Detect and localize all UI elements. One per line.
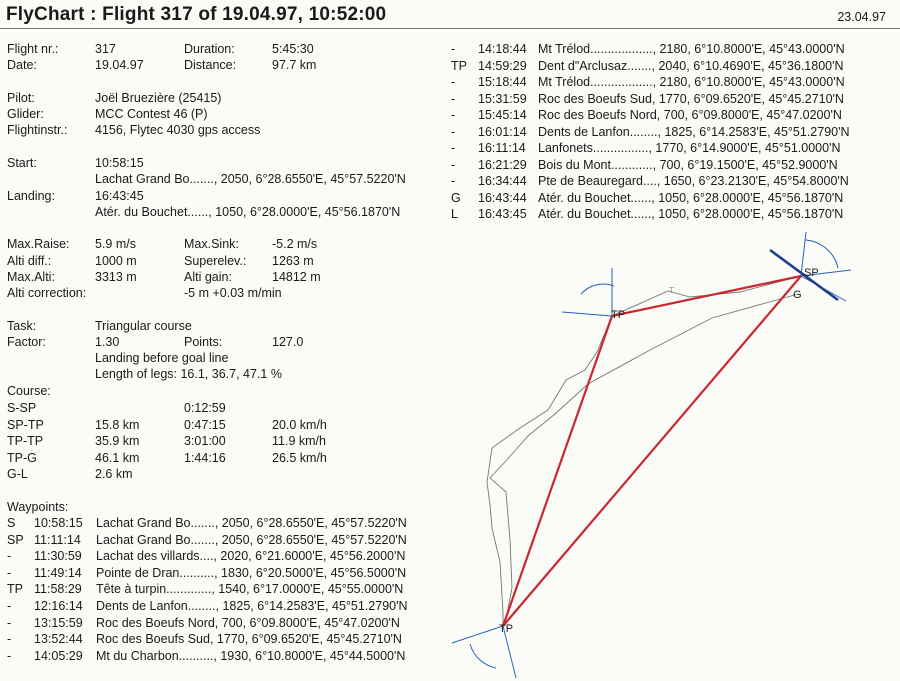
track-markers xyxy=(668,286,675,295)
map-label-tp-bottom: TP xyxy=(499,623,514,635)
waypoint-time: 14:05:29 xyxy=(34,648,83,663)
map-label-sp: SP xyxy=(804,267,819,279)
waypoint-code: - xyxy=(451,108,456,122)
waypoint-code: - xyxy=(7,565,12,580)
waypoint-code: - xyxy=(7,632,12,647)
waypoint-detail: Roc des Boeufs Nord, 700, 6°09.8000'E, 45°47.0200'N xyxy=(96,615,400,630)
waypoint-time: 15:18:44 xyxy=(478,75,527,89)
instrument-label: Flightinstr.: xyxy=(7,123,68,137)
track-line xyxy=(487,276,801,626)
waypoint-code: SP xyxy=(7,532,24,547)
max-sink-value: -5.2 m/s xyxy=(272,237,318,251)
course-time: 1:44:16 xyxy=(184,450,226,465)
glider-label: Glider: xyxy=(7,107,44,121)
waypoint-time: 16:43:44 xyxy=(478,190,527,205)
waypoint-code: S xyxy=(7,516,16,530)
waypoint-code: - xyxy=(451,75,456,89)
waypoint-code: - xyxy=(451,157,456,172)
waypoint-detail: Bois du Mont............, 700, 6°19.1500'E, 45°52.9000'N xyxy=(538,157,838,172)
waypoint-code: TP xyxy=(451,58,467,73)
alti-gain-value: 14812 m xyxy=(272,270,321,284)
waypoint-detail: Atér. du Bouchet......, 1050, 6°28.0000'E, 45°56.1870'N xyxy=(538,207,844,221)
waypoint-time: 13:52:44 xyxy=(34,632,83,647)
start-label: Start: xyxy=(7,156,37,170)
waypoint-detail: Lachat des villards...., 2020, 6°21.6000'E, 45°56.2000'N xyxy=(96,549,406,564)
superelev-value: 1263 m xyxy=(272,254,314,268)
waypoint-detail: Mt Trélod.................., 2180, 6°10.8000'E, 45°43.0000'N xyxy=(538,75,845,89)
waypoint-code: L xyxy=(451,207,458,221)
waypoint-detail: Dents de Lanfon........, 1825, 6°14.2583'E, 45°51.2790'N xyxy=(538,124,850,139)
course-leg: SP-TP xyxy=(7,417,44,432)
landing-place: Atér. du Bouchet......, 1050, 6°28.0000'E, 45°56.1870'N xyxy=(95,205,401,219)
waypoint-detail: Dent d"Arclusaz......., 2040, 6°10.4690'E, 45°36.1800'N xyxy=(538,58,844,73)
waypoint-code: - xyxy=(7,615,12,630)
course-distance: 35.9 km xyxy=(95,434,140,448)
flight-nr-value: 317 xyxy=(95,42,116,56)
waypoint-detail: Lachat Grand Bo......., 2050, 6°28.6550'E, 45°57.5220'N xyxy=(96,516,407,530)
course-speed: 26.5 km/h xyxy=(272,450,327,465)
waypoint-detail: Roc des Boeufs Nord, 700, 6°09.8000'E, 45°47.0200'N xyxy=(538,108,842,122)
glider-value: MCC Contest 46 (P) xyxy=(95,107,208,121)
start-place: Lachat Grand Bo......., 2050, 6°28.6550'E, 45°57.5220'N xyxy=(95,172,406,186)
waypoint-code: - xyxy=(451,42,456,56)
waypoint-time: 10:58:15 xyxy=(34,516,83,530)
map-label-g: G xyxy=(793,289,802,301)
print-date: 23.04.97 xyxy=(837,10,886,24)
waypoint-detail: Lanfonets................, 1770, 6°14.9000'E, 45°51.0000'N xyxy=(538,141,841,155)
max-alti-label: Max.Alti: xyxy=(7,270,55,284)
waypoint-code: - xyxy=(451,124,456,139)
course-leg: TP-TP xyxy=(7,434,44,448)
waypoint-time: 15:45:14 xyxy=(478,108,527,122)
course-time: 0:47:15 xyxy=(184,417,226,432)
start-time: 10:58:15 xyxy=(95,156,144,170)
points-value: 127.0 xyxy=(272,335,304,349)
max-raise-label: Max.Raise: xyxy=(7,237,70,251)
max-raise-value: 5.9 m/s xyxy=(95,237,136,251)
waypoint-time: 16:01:14 xyxy=(478,124,527,139)
date-label: Date: xyxy=(7,58,37,72)
course-leg: G-L xyxy=(7,467,28,481)
waypoint-time: 13:15:59 xyxy=(34,615,83,630)
distance-value: 97.7 km xyxy=(272,58,317,72)
waypoint-time: 16:21:29 xyxy=(478,157,527,172)
distance-label: Distance: xyxy=(184,58,237,72)
waypoints-label: Waypoints: xyxy=(7,500,69,514)
waypoint-detail: Tête à turpin............., 1540, 6°17.0000'E, 45°55.0000'N xyxy=(96,582,404,597)
task-value: Triangular course xyxy=(95,319,192,333)
duration-label: Duration: xyxy=(184,42,235,56)
course-time: 0:12:59 xyxy=(184,401,226,415)
date-value: 19.04.97 xyxy=(95,58,144,72)
waypoint-time: 16:11:14 xyxy=(478,141,526,155)
task-label: Task: xyxy=(7,319,37,333)
waypoint-detail: Roc des Boeufs Sud, 1770, 6°09.6520'E, 45°45.2710'N xyxy=(538,91,844,106)
waypoint-time: 14:18:44 xyxy=(478,42,527,56)
task-note-legs: Length of legs: 16.1, 36.7, 47.1 % xyxy=(95,367,282,381)
waypoint-time: 11:58:29 xyxy=(34,582,82,597)
task-triangle xyxy=(503,276,801,626)
waypoint-code: - xyxy=(7,599,12,613)
turnpoint-sectors xyxy=(452,232,851,678)
alti-gain-label: Alti gain: xyxy=(184,270,232,284)
waypoint-detail: Mt Trélod.................., 2180, 6°10.8000'E, 45°43.0000'N xyxy=(538,42,845,56)
max-sink-label: Max.Sink: xyxy=(184,237,239,251)
waypoint-detail: Pte de Beauregard...., 1650, 6°23.2130'E, 45°54.8000'N xyxy=(538,174,849,188)
waypoint-time: 16:34:44 xyxy=(478,174,527,188)
course-leg: S-SP xyxy=(7,401,37,415)
waypoint-code: - xyxy=(7,549,12,564)
alti-diff-value: 1000 m xyxy=(95,254,137,268)
waypoint-code: - xyxy=(451,91,456,106)
course-time: 3:01:00 xyxy=(184,434,226,448)
course-label: Course: xyxy=(7,384,51,398)
pilot-label: Pilot: xyxy=(7,91,35,105)
waypoint-time: 11:49:14 xyxy=(34,565,82,580)
waypoint-detail: Mt du Charbon.........., 1930, 6°10.8000'E, 45°44.5000'N xyxy=(96,648,406,663)
waypoint-code: - xyxy=(7,648,12,663)
landing-label: Landing: xyxy=(7,189,55,203)
course-distance: 46.1 km xyxy=(95,450,140,465)
waypoint-code: - xyxy=(451,174,456,188)
task-note-landing: Landing before goal line xyxy=(95,351,229,365)
factor-label: Factor: xyxy=(7,335,46,349)
waypoint-code: - xyxy=(451,141,456,155)
map-label-tp-top: TP xyxy=(611,309,626,321)
waypoint-code: G xyxy=(451,190,461,205)
waypoint-detail: Lachat Grand Bo......., 2050, 6°28.6550'E, 45°57.5220'N xyxy=(96,532,407,547)
alti-correction-label: Alti correction: xyxy=(7,286,87,300)
max-alti-value: 3313 m xyxy=(95,270,137,284)
waypoint-detail: Dents de Lanfon........, 1825, 6°14.2583'E, 45°51.2790'N xyxy=(96,599,408,613)
course-distance: 15.8 km xyxy=(95,417,140,432)
waypoint-time: 11:30:59 xyxy=(34,549,82,564)
page-title: FlyChart : Flight 317 of 19.04.97, 10:52:00 xyxy=(6,4,387,25)
alti-correction-value: -5 m +0.03 m/min xyxy=(184,286,282,300)
waypoint-time: 12:16:14 xyxy=(34,599,83,613)
course-speed: 11.9 km/h xyxy=(272,434,326,448)
waypoint-detail: Atér. du Bouchet......, 1050, 6°28.0000'E, 45°56.1870'N xyxy=(538,190,844,205)
points-label: Points: xyxy=(184,335,223,349)
course-distance: 2.6 km xyxy=(95,467,133,481)
waypoint-detail: Roc des Boeufs Sud, 1770, 6°09.6520'E, 45°45.2710'N xyxy=(96,632,402,647)
waypoint-time: 15:31:59 xyxy=(478,91,527,106)
waypoint-time: 16:43:45 xyxy=(478,207,527,221)
course-speed: 20.0 km/h xyxy=(272,417,327,432)
waypoint-detail: Pointe de Dran.........., 1830, 6°20.5000'E, 45°56.5000'N xyxy=(96,565,407,580)
factor-value: 1.30 xyxy=(95,335,120,349)
flight-nr-label: Flight nr.: xyxy=(7,42,59,56)
pilot-value: Joël Bruezière (25415) xyxy=(95,91,222,105)
alti-diff-label: Alti diff.: xyxy=(7,254,52,268)
waypoint-code: TP xyxy=(7,582,23,597)
instrument-value: 4156, Flytec 4030 gps access xyxy=(95,123,261,137)
superelev-label: Superelev.: xyxy=(184,254,247,268)
waypoint-time: 14:59:29 xyxy=(478,58,527,73)
landing-time: 16:43:45 xyxy=(95,189,144,203)
waypoint-time: 11:11:14 xyxy=(34,532,81,547)
course-leg: TP-G xyxy=(7,450,37,465)
track-marker: ⊤ xyxy=(668,286,675,295)
duration-value: 5:45:30 xyxy=(272,42,314,56)
